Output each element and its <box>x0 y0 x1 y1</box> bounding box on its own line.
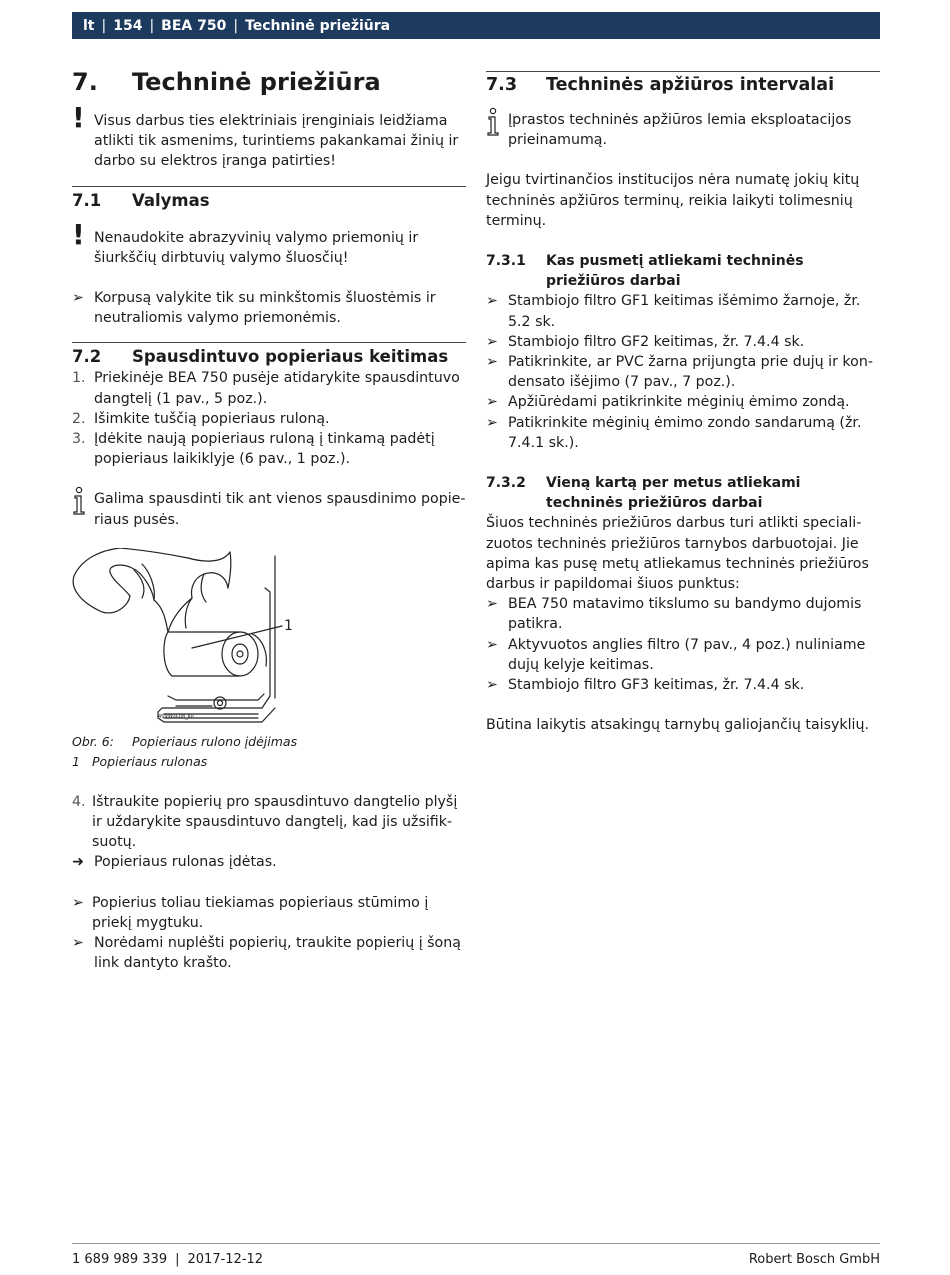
printer-paper-figure <box>72 548 312 726</box>
cleaning-instruction: ➢ Korpusą valykite tik su minkštomis šluostėmis ir neutraliomis valymo priemonėmis. <box>72 288 466 328</box>
page-header: lt | 154 | BEA 750 | Techninė priežiūra <box>72 12 880 39</box>
warning-abrasives: ! Nenaudokite abrazyvinių valymo priemonių ir šiurkščių dirbtuvių valymo šluosčių! <box>72 217 419 266</box>
header-section: Techninė priežiūra <box>245 17 391 34</box>
paragraph: Būtina laikytis atsakingų tarnybų galiojančių taisyklių. <box>486 717 869 734</box>
instruction-arrow-icon: ➢ <box>72 894 84 911</box>
list-item: ➢ Apžiūrėdami patikrinkite mėginių ėmimo zondą. <box>486 392 880 412</box>
divider <box>72 342 466 343</box>
list-item: 1. Priekinėje BEA 750 pusėje atidarykite spausdintuvo dangtelį (1 pav., 5 poz.). <box>72 370 460 407</box>
header-lang: lt <box>83 17 95 34</box>
instruction-arrow-icon: ➢ <box>486 596 498 613</box>
figure-callout-1: 1 <box>284 617 293 634</box>
instruction-arrow-icon: ➢ <box>72 290 84 307</box>
info-icon <box>72 486 86 516</box>
section-7-heading: 7. Techninė priežiūra <box>72 68 381 96</box>
list-item: 4. Ištraukite popierių pro spausdintuvo dangtelio plyšį ir uždarykite spausdintuvo dangtelį, kad jis užsifiksuotų. <box>72 793 458 851</box>
section-7-2-heading: 7.2 Spausdintuvo popieriaus keitimas <box>72 347 449 367</box>
list-item: ➢ Patikrinkite mėginių ėmimo zondo sandarumą (žr. 7.4.1 sk.). <box>486 413 880 453</box>
left-column <box>72 60 466 973</box>
list-item: ➢ BEA 750 matavimo tikslumo su bandymo dujomis patikra. <box>486 594 880 634</box>
tip-item: ➢ Popierius toliau tiekiamas popieriaus stūmimo į priekį mygtuku. <box>72 893 466 933</box>
warning-exclamation-icon: ! <box>72 101 85 134</box>
list-item: ➢ Stambiojo filtro GF2 keitimas, žr. 7.4.4 sk. <box>486 332 880 352</box>
figure-caption: Obr. 6: Popieriaus rulono įdėjimas <box>72 733 298 749</box>
instruction-arrow-icon: ➢ <box>72 935 84 952</box>
instruction-arrow-icon: ➢ <box>486 293 498 310</box>
right-column <box>486 60 880 735</box>
divider <box>486 71 880 72</box>
footer-doc-number: 1 689 989 339 <box>72 1252 168 1267</box>
tip-item: ➢ Norėdami nuplėšti popierių, traukite popierių į šoną link dantyto krašto. <box>72 933 466 973</box>
paragraph: Šiuos techninės priežiūros darbus turi atlikti specializuotos techninės priežiūros tarnybos darbuotojai. Jie apima kas pusę metų atliekamus techninės priežiūros darbus ir papildomai šiuos punktus: <box>486 515 869 593</box>
figure-legend: 1 Popieriaus rulonas <box>72 753 208 769</box>
instruction-arrow-icon: ➢ <box>486 636 498 653</box>
section-7-3-heading: 7.3 Techninės apžiūros intervalai <box>486 75 835 95</box>
footer-company: Robert Bosch GmbH <box>748 1252 880 1267</box>
figure-code: 459969-08_Ko <box>158 713 194 720</box>
list-item: 2. Išimkite tuščią popieriaus ruloną. <box>72 410 330 427</box>
info-icon <box>486 107 500 137</box>
warning-electrical: ! Visus darbus ties elektriniais įrenginiais leidžiama atlikti tik asmenims, turintiems pakankamai žinių ir darbo su elektros įranga patirties! <box>72 101 459 170</box>
instruction-arrow-icon: ➢ <box>486 414 498 431</box>
info-note: Galima spausdinti tik ant vienos spausdinimo popieriaus pusės. <box>72 489 466 529</box>
list-item: ➢ Aktyvuotos anglies filtro (7 pav., 4 poz.) nuliniame dujų kelyje keitimas. <box>486 635 880 675</box>
section-7-3-2-heading: 7.3.2 Vieną kartą per metus atliekami techninės priežiūros darbai <box>486 475 801 512</box>
result-line: ➜ Popieriaus rulonas įdėtas. <box>72 852 466 872</box>
instruction-arrow-icon: ➢ <box>486 677 498 694</box>
list-item: 3. Įdėkite naują popieriaus ruloną į tinkamą padėtį popieriaus laikiklyje (6 pav., 1 poz.). <box>72 431 435 468</box>
warning-exclamation-icon: ! <box>72 217 85 251</box>
instruction-arrow-icon: ➢ <box>486 394 498 411</box>
header-page-number: 154 <box>113 17 143 34</box>
paragraph: Jeigu tvirtinančios institucijos nėra numatę jokių kitų techninės apžiūros terminų, reikia laikyti tolimesnių terminų. <box>486 172 860 229</box>
list-item: ➢ Stambiojo filtro GF3 keitimas, žr. 7.4.4 sk. <box>486 675 880 695</box>
paper-roll-illustration <box>72 548 312 726</box>
instruction-arrow-icon: ➢ <box>486 333 498 350</box>
page-footer: 1 689 989 339 | 2017-12-12 Robert Bosch GmbH <box>72 1243 880 1244</box>
header-product: BEA 750 <box>161 17 227 34</box>
section-7-3-1-heading: 7.3.1 Kas pusmetį atliekami techninės priežiūros darbai <box>486 253 804 290</box>
info-note: Įprastos techninės apžiūros lemia eksploatacijos prieinamumą. <box>486 110 880 150</box>
section-7-1-heading: 7.1 Valymas <box>72 190 210 210</box>
result-arrow-icon: ➜ <box>72 854 84 871</box>
list-item: ➢ Stambiojo filtro GF1 keitimas išėmimo žarnoje, žr. 5.2 sk. <box>486 291 880 331</box>
instruction-arrow-icon: ➢ <box>486 354 498 371</box>
divider <box>72 186 466 187</box>
list-item: ➢ Patikrinkite, ar PVC žarna prijungta prie dujų ir kondensato išėjimo (7 pav., 7 poz.). <box>486 352 880 392</box>
footer-date: 2017-12-12 <box>187 1252 264 1267</box>
